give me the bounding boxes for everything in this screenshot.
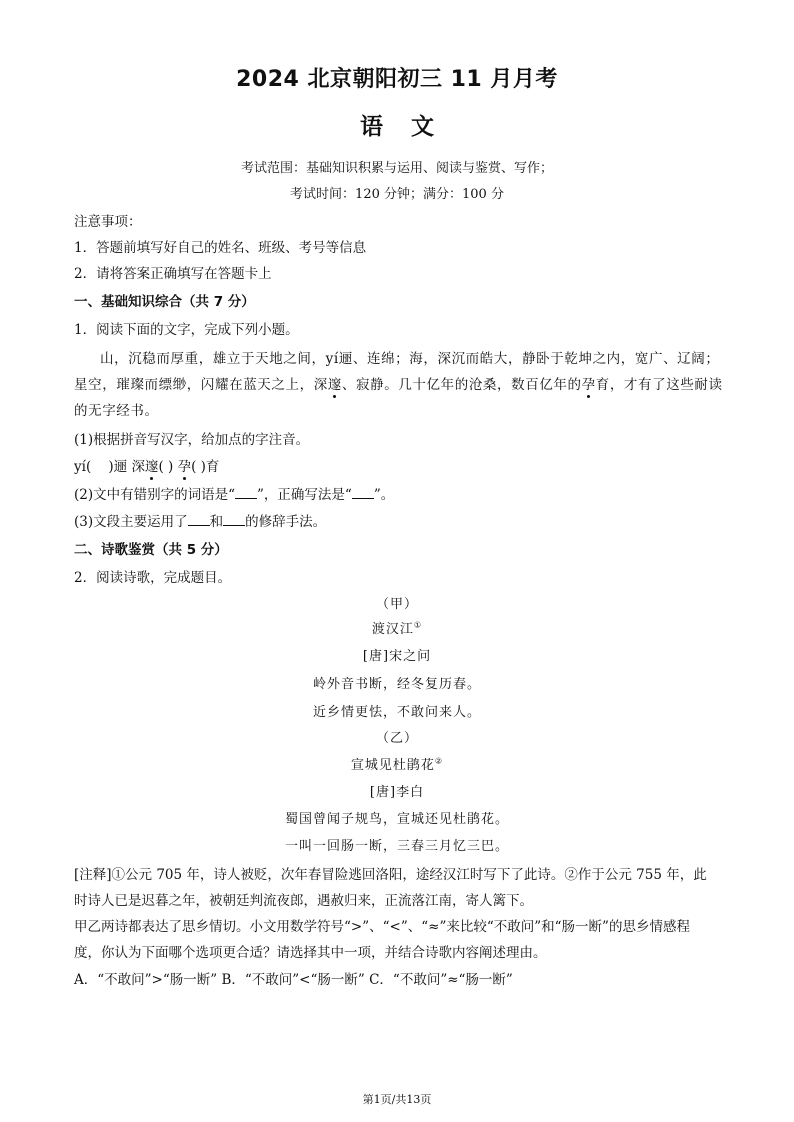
dotted-char-sui-answer: 邃: [144, 459, 159, 475]
poem-2-title: 宣城见杜鹃花②: [350, 756, 444, 773]
exam-title: 2024 北京朝阳初三 11 月月考: [236, 67, 558, 92]
sub-question-1: (1)根据拼音写汉字，给加点的字注音。: [74, 432, 310, 448]
poem-2-label: （乙）: [375, 731, 418, 746]
sub-question-1-answers: yí( )逦 深邃( ) 孕( )育: [74, 459, 220, 475]
answer-blank[interactable]: [352, 486, 374, 499]
sub-question-2: (2)文中有错别字的词语是“ ”，正确写法是“ ”。: [74, 487, 395, 503]
notes-heading: 注意事项：: [74, 214, 142, 230]
poem-1-line-1: 岭外音书断，经冬复历春。: [312, 677, 481, 692]
question-text-line-1: 甲乙两诗都表达了思乡情切。小文用数学符号“>”、“<”、“≈”来比较“不敢问”和“肠一断”的思乡情感程: [74, 919, 690, 935]
section1-heading: 一、基础知识综合（共 7 分）: [74, 294, 255, 310]
poem-2-line-2: 一叫一回肠一断，三春三月忆三巴。: [284, 839, 509, 854]
poem-1-title: 渡汉江①: [371, 620, 423, 637]
sub-question-3: (3)文段主要运用了 和 的修辞手法。: [74, 514, 327, 530]
notes-item-1: 1．答题前填写好自己的姓名、班级、考号等信息: [74, 240, 367, 256]
question-2-prompt: 2．阅读诗歌，完成题目。: [74, 570, 232, 586]
poem-2-author: [唐]李白: [369, 785, 425, 800]
notes-item-2: 2．请将答案正确填写在答题卡上: [74, 266, 272, 282]
dotted-char-yun-answer: 孕: [177, 459, 192, 475]
exam-time: 考试时间：120 分钟；满分：100 分: [290, 187, 504, 202]
answer-blank[interactable]: [188, 513, 210, 526]
poem-2-line-1: 蜀国曾闻子规鸟，宣城还见杜鹃花。: [284, 812, 509, 827]
answer-blank[interactable]: [235, 486, 257, 499]
subject-title: 语文: [360, 114, 462, 140]
annotation-line-1: [注释]①公元 705 年，诗人被贬，次年春冒险逃回洛阳，途经汉江时写下了此诗。②作于公元 755 年，此: [74, 867, 707, 883]
exam-scope: 考试范围：基础知识积累与运用、阅读与鉴赏、写作；: [240, 161, 553, 176]
question-text-line-2: 度，你认为下面哪个选项更合适？请选择其中一项，并结合诗歌内容阐述理由。: [74, 945, 547, 961]
passage-line-3: 的无字经书。: [74, 403, 159, 419]
footnote-mark-1: ①: [413, 620, 423, 630]
dotted-char-yun: 孕: [581, 377, 596, 393]
passage-line-1: 山，沉稳而厚重，雄立于天地之间，yí逦、连绵；海，深沉而皓大，静卧于乾坤之内，宽广、辽阔；: [100, 351, 720, 367]
poem-1-label: （甲）: [375, 597, 418, 612]
answer-options: A．“不敢问”>“肠一断” B．“不敢问”<“肠一断” C．“不敢问”≈“肠一断”: [74, 972, 513, 988]
pinyin-yi: yí: [325, 351, 339, 367]
footnote-mark-2: ②: [434, 756, 444, 766]
annotation-line-2: 时诗人已是迟暮之年，被朝廷判流夜郎，遇赦归来，正流落江南，寄人篱下。: [74, 893, 533, 909]
section2-heading: 二、诗歌鉴赏（共 5 分）: [74, 542, 228, 558]
passage-line-2: 星空，璀璨而缥缈，闪耀在蓝天之上，深邃、寂静。几十亿年的沧桑，数百亿年的孕育，才有了这些耐读: [74, 377, 723, 393]
page-number: 第1页/共13页: [362, 1093, 432, 1106]
question-1-prompt: 1．阅读下面的文字，完成下列小题。: [74, 322, 299, 338]
answer-blank[interactable]: [223, 513, 245, 526]
poem-1-line-2: 近乡情更怯，不敢问来人。: [312, 705, 481, 720]
dotted-char-sui: 邃: [327, 377, 342, 393]
poem-1-author: [唐]宋之问: [362, 649, 432, 664]
